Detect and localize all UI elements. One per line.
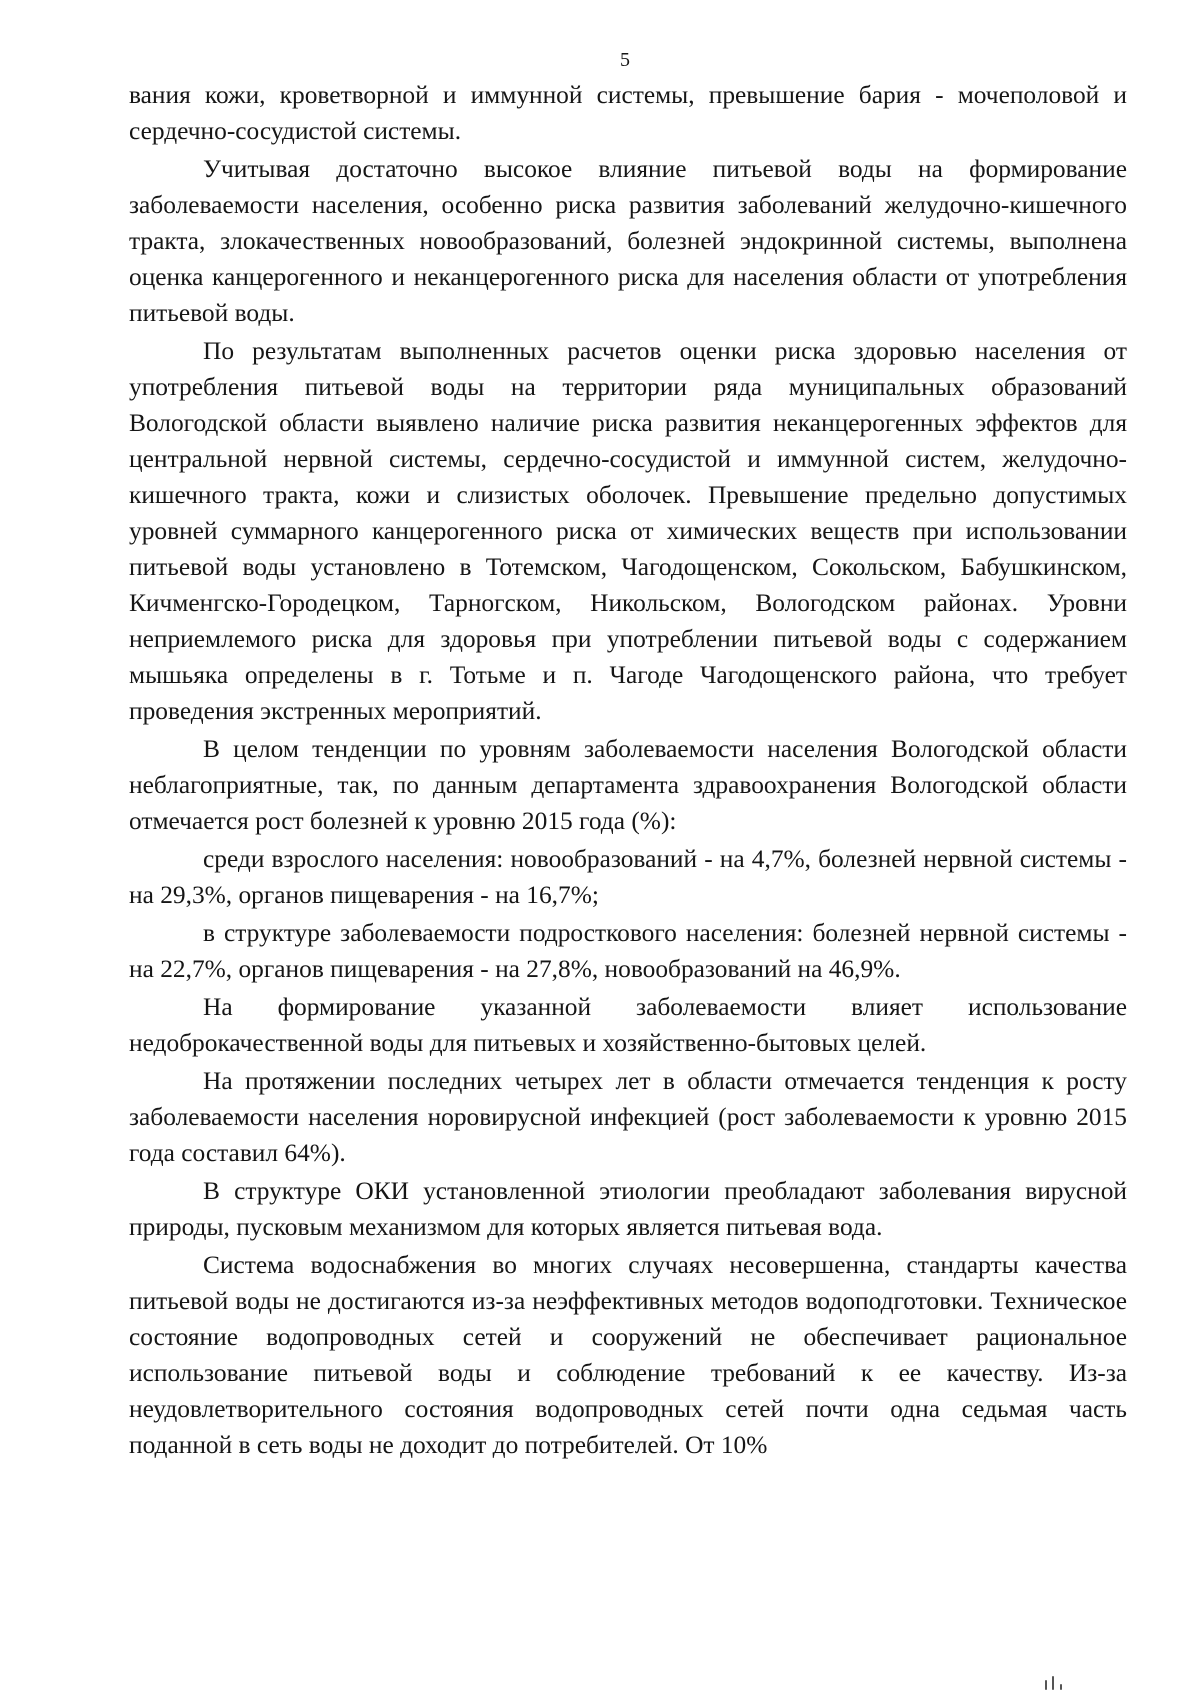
paragraph-water-supply-system: Система водоснабжения во многих случаях несовершенна, стандарты качества питьевой воды не достигаются из-за неэффективных методов водоподготовки. Техническое состояние водопроводных сетей и сооружений не обеспечивает рациональное использование питьевой воды и соблюдение требований к ее качеству. Из-за неудовлетворительного состояния водопроводных сетей почти одна седьмая часть поданной в сеть воды не доходит до потребителей. От 10% (129, 1251, 1127, 1459)
paragraph-morbidity-trends: В целом тенденции по уровням заболеваемости населения Вологодской области неблагоприятные, так, по данным департамента здравоохранения Вологодской области отмечается рост болезней к уровню 2015 года (%): (129, 735, 1127, 835)
paragraph-risk-assessment-results: По результатам выполненных расчетов оценки риска здоровью населения от употребления питьевой воды на территории ряда муниципальных образований Вологодской области выявлено наличие риска развития неканцерогенных эффектов для центральной нервной системы, сердечно-сосудистой и иммунной систем, желудочно-кишечного тракта, кожи и слизистых оболочек. Превышение предельно допустимых уровней суммарного канцерогенного риска от химических веществ при использовании питьевой воды установлено в Тотемском, Чагодощенском, Сокольском, Бабушкинском, Кичменгско-Городецком, Тарногском, Никольском, Вологодском районах. Уровни неприемлемого риска для здоровья при употреблении питьевой воды с содержанием мышьяка определены в г. Тотьме и п. Чагоде Чагодощенского района, что требует проведения экстренных мероприятий. (129, 337, 1127, 725)
paragraph-norovirus-trend: На протяжении последних четырех лет в области отмечается тенденция к росту заболеваемости населения норовирусной инфекцией (рост заболеваемости к уровню 2015 года составил 64%). (129, 1067, 1127, 1167)
paragraph-adolescent-population: в структуре заболеваемости подросткового населения: болезней нервной системы - на 22,7%, органов пищеварения - на 27,8%, новообразований на 46,9%. (129, 919, 1127, 983)
scan-speck (1052, 1676, 1054, 1690)
scan-speck (1045, 1680, 1047, 1690)
paragraph-adult-population: среди взрослого населения: новообразований - на 4,7%, болезней нервной системы - на 29,3%, органов пищеварения - на 16,7%; (129, 845, 1127, 909)
document-body (129, 77, 1127, 1465)
paragraph-poor-quality-water: На формирование указанной заболеваемости влияет использование недоброкачественной воды для питьевых и хозяйственно-бытовых целей. (129, 993, 1127, 1057)
scan-speck (1060, 1684, 1062, 1690)
page-number: 5 (620, 49, 630, 71)
paragraph-continuation: вания кожи, кроветворной и иммунной системы, превышение бария - мочеполовой и сердечно-сосудистой системы. (129, 81, 1127, 145)
paragraph-drinking-water-influence: Учитывая достаточно высокое влияние питьевой воды на формирование заболеваемости населения, особенно риска развития заболеваний желудочно-кишечного тракта, злокачественных новообразований, болезней эндокринной системы, выполнена оценка канцерогенного и неканцерогенного риска для населения области от употребления питьевой воды. (129, 155, 1127, 327)
paragraph-oki-etiology: В структуре ОКИ установленной этиологии преобладают заболевания вирусной природы, пусковым механизмом для которых является питьевая вода. (129, 1177, 1127, 1241)
